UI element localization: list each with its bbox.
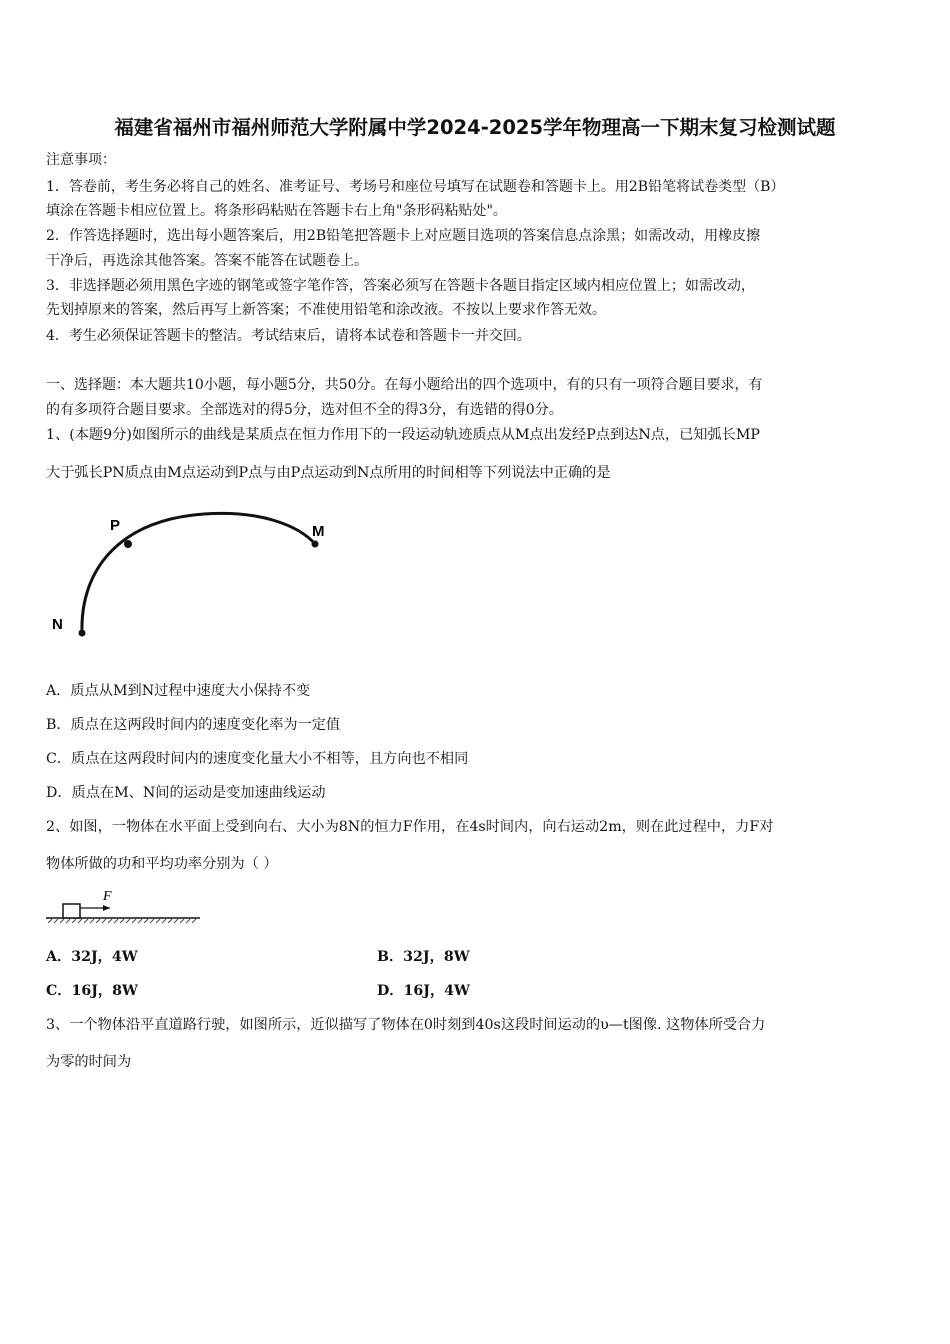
question-2-option-a[interactable]: A．32J，4W <box>46 949 138 965</box>
point-m-label: M <box>312 523 325 540</box>
point-n-label: N <box>52 616 63 633</box>
question-2-option-d[interactable]: D．16J，4W <box>377 983 470 999</box>
question-1-stem: 大于弧长PN质点由M点运动到P点与由P点运动到N点所用的时间相等下列说法中正确的是 <box>46 465 611 481</box>
section-instructions: 的有多项符合题目要求。全部选对的得5分，选对但不全的得3分，有选错的得0分。 <box>46 402 563 418</box>
notice-line: 3．非选择题必须用黑色字迹的钢笔或签字笔作答，答案必须写在答题卡各题目指定区域内相应位置上；如需改动， <box>46 278 755 294</box>
question-1-stem: 1、(本题9分)如图所示的曲线是某质点在恒力作用下的一段运动轨迹质点从M点出发经P点到达N点，已知弧长MP <box>46 427 760 443</box>
question-3-stem: 为零的时间为 <box>46 1054 132 1070</box>
ground-hatching <box>48 919 196 923</box>
question-2-stem: 2、如图，一物体在水平面上受到向右、大小为8N的恒力F作用，在4s时间内，向右运动2m，则在此过程中，力F对 <box>46 819 774 835</box>
notice-line: 1．答卷前，考生务必将自己的姓名、准考证号、考场号和座位号填写在试题卷和答题卡上。用2B铅笔将试卷类型（B） <box>46 179 785 195</box>
section-instructions: 一、选择题：本大题共10小题，每小题5分，共50分。在每小题给出的四个选项中，有的只有一项符合题目要求，有 <box>46 377 763 393</box>
question-1-option-d[interactable]: D．质点在M、N间的运动是变加速曲线运动 <box>46 785 326 801</box>
trajectory-figure <box>44 500 344 645</box>
point-p-label: P <box>110 517 121 534</box>
notice-line: 2．作答选择题时，选出每小题答案后，用2B铅笔把答题卡上对应题目选项的答案信息点涂黑；如需改动，用橡皮擦 <box>46 228 761 244</box>
notice-line: 4．考生必须保证答题卡的整洁。考试结束后，请将本试卷和答题卡一并交回。 <box>46 328 531 344</box>
notice-line: 先划掉原来的答案，然后再写上新答案；不准使用铅笔和涂改液。不按以上要求作答无效。 <box>46 302 606 318</box>
block <box>63 904 80 918</box>
force-block-figure <box>46 884 206 928</box>
question-2-option-c[interactable]: C．16J，8W <box>46 983 138 999</box>
notice-line: 干净后，再选涂其他答案。答案不能答在试题卷上。 <box>46 253 368 269</box>
question-1-option-b[interactable]: B．质点在这两段时间内的速度变化率为一定值 <box>46 717 341 733</box>
question-1-option-a[interactable]: A．质点从M到N过程中速度大小保持不变 <box>46 683 311 699</box>
question-2-option-b[interactable]: B．32J，8W <box>377 949 470 965</box>
point-m-marker <box>312 541 319 548</box>
point-n-marker <box>79 630 86 637</box>
page-title: 福建省福州市福州师范大学附属中学2024-2025学年物理高一下期末复习检测试题 <box>114 116 836 139</box>
force-label: F <box>103 889 112 904</box>
point-p-marker <box>124 540 132 548</box>
question-2-stem: 物体所做的功和平均功率分别为（ ） <box>46 856 278 872</box>
question-1-option-c[interactable]: C．质点在这两段时间内的速度变化量大小不相等，且方向也不相同 <box>46 751 469 767</box>
notice-line: 填涂在答题卡相应位置上。将条形码粘贴在答题卡右上角"条形码粘贴处"。 <box>46 203 507 219</box>
force-arrow-head <box>103 905 110 911</box>
question-3-stem: 3、一个物体沿平直道路行驶，如图所示，近似描写了物体在0时刻到40s这段时间运动的υ—t图像. 这物体所受合力 <box>46 1017 766 1033</box>
notice-heading: 注意事项： <box>46 152 116 168</box>
